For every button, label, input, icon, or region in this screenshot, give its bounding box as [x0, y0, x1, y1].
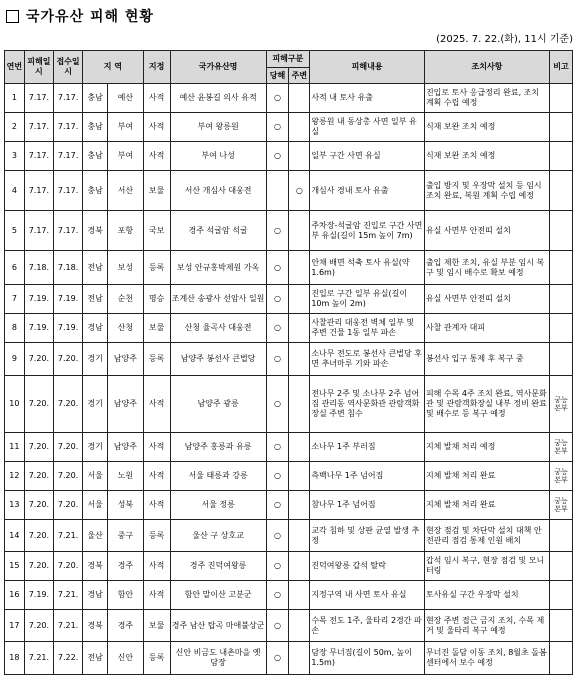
cell-surround [289, 142, 310, 171]
cell-heritage-name: 함안 말이산 고분군 [170, 581, 266, 610]
cell-content: 개심사 경내 토사 유출 [310, 171, 425, 211]
cell-heritage-name: 신안 비금도 내촌마을 옛 담장 [170, 642, 266, 675]
cell-surround [289, 552, 310, 581]
cell-report-date: 7.17. [53, 84, 82, 113]
cell-note: 궁능본부 [549, 462, 572, 491]
cell-whole: ○ [266, 211, 289, 251]
cell-region: 경기 [83, 433, 108, 462]
cell-designation: 사적 [143, 462, 170, 491]
cell-region: 충남 [83, 113, 108, 142]
cell-note [549, 642, 572, 675]
cell-no: 17 [5, 610, 25, 642]
cell-action: 지체 발채 처리 완료 [424, 462, 549, 491]
cell-whole: ○ [266, 552, 289, 581]
cell-surround [289, 581, 310, 610]
cell-damage-date: 7.17. [24, 211, 53, 251]
cell-content: 왕릉원 내 동상총 사면 일부 유실 [310, 113, 425, 142]
cell-region: 서울 [83, 491, 108, 520]
cell-district: 중구 [108, 520, 143, 552]
cell-damage-date: 7.17. [24, 113, 53, 142]
cell-note [549, 343, 572, 376]
table-row [5, 285, 573, 314]
cell-content: 담장 무너짐(길이 50m, 높이 1.5m) [310, 642, 425, 675]
cell-report-date: 7.21. [53, 581, 82, 610]
cell-heritage-name: 경주 석굴암 석굴 [170, 211, 266, 251]
cell-content: 참나무 1주 넘어짐 [310, 491, 425, 520]
page-title: 국가유산 피해 현황 [26, 9, 154, 25]
cell-heritage-name: 울산 구 상호교 [170, 520, 266, 552]
cell-action: 무너진 돌담 이동 조치, 8월초 돌봄센터에서 보수 예정 [424, 642, 549, 675]
cell-district: 서산 [108, 171, 143, 211]
cell-surround [289, 113, 310, 142]
cell-action: 유실 사면부 안전띠 설치 [424, 211, 549, 251]
cell-action: 출입 제한 조치, 유실 부분 임시 복구 및 임시 배수로 확보 예정 [424, 251, 549, 285]
cell-action: 현장 주변 접근 금지 조치, 수목 제거 및 울타리 복구 예정 [424, 610, 549, 642]
cell-whole: ○ [266, 285, 289, 314]
cell-surround [289, 251, 310, 285]
cell-district: 성북 [108, 491, 143, 520]
cell-report-date: 7.20. [53, 376, 82, 433]
cell-note: 궁능본부 [549, 376, 572, 433]
cell-heritage-name: 서울 정릉 [170, 491, 266, 520]
cell-designation: 등록 [143, 520, 170, 552]
cell-region: 전남 [83, 285, 108, 314]
cell-action: 사찰 관계자 대피 [424, 314, 549, 343]
cell-content: 진입로 구간 일부 유실(길이 10m 높이 2m) [310, 285, 425, 314]
cell-whole: ○ [266, 113, 289, 142]
header-note: 비고 [549, 51, 572, 84]
cell-no: 9 [5, 343, 25, 376]
cell-action: 지체 발채 처리 완료 [424, 491, 549, 520]
cell-note [549, 314, 572, 343]
cell-whole [266, 171, 289, 211]
cell-report-date: 7.20. [53, 343, 82, 376]
cell-whole: ○ [266, 462, 289, 491]
cell-note [549, 84, 572, 113]
cell-no: 11 [5, 433, 25, 462]
cell-heritage-name: 조계산 송광사 선암사 일원 [170, 285, 266, 314]
cell-district: 함안 [108, 581, 143, 610]
header-whole: 당해 [266, 68, 289, 84]
cell-region: 경북 [83, 211, 108, 251]
cell-no: 4 [5, 171, 25, 211]
table-row [5, 610, 573, 642]
cell-damage-date: 7.20. [24, 552, 53, 581]
cell-action: 진입로 토사 응급정리 완료, 조치 계획 수립 예정 [424, 84, 549, 113]
report-date: (2025. 7. 22.(화), 11시 기준) [436, 34, 573, 45]
cell-note [549, 251, 572, 285]
table-row [5, 251, 573, 285]
cell-note [549, 113, 572, 142]
cell-surround [289, 642, 310, 675]
cell-region: 충남 [83, 142, 108, 171]
cell-no: 18 [5, 642, 25, 675]
cell-content: 측백나무 1주 넘어짐 [310, 462, 425, 491]
cell-action: 피해 수목 4주 조치 완료, 역사문화관 및 관람객화장실 내부 정비 완료 및 배수로 등 복구 예정 [424, 376, 549, 433]
cell-heritage-name: 남양주 광릉 [170, 376, 266, 433]
table-row [5, 171, 573, 211]
cell-no: 12 [5, 462, 25, 491]
cell-designation: 보물 [143, 314, 170, 343]
header-report-date: 접수일시 [53, 51, 82, 84]
cell-district: 노원 [108, 462, 143, 491]
cell-damage-date: 7.20. [24, 433, 53, 462]
cell-whole: ○ [266, 642, 289, 675]
cell-designation: 사적 [143, 552, 170, 581]
cell-heritage-name: 부여 나성 [170, 142, 266, 171]
cell-district: 산청 [108, 314, 143, 343]
cell-district: 경주 [108, 552, 143, 581]
cell-report-date: 7.20. [53, 491, 82, 520]
cell-report-date: 7.18. [53, 251, 82, 285]
cell-damage-date: 7.17. [24, 171, 53, 211]
cell-note [549, 285, 572, 314]
cell-damage-date: 7.20. [24, 491, 53, 520]
cell-heritage-name: 남양주 봉선사 큰법당 [170, 343, 266, 376]
cell-note [549, 610, 572, 642]
cell-report-date: 7.21. [53, 520, 82, 552]
cell-district: 신안 [108, 642, 143, 675]
cell-damage-date: 7.19. [24, 581, 53, 610]
cell-whole: ○ [266, 343, 289, 376]
cell-damage-date: 7.18. [24, 251, 53, 285]
cell-action: 봉선사 입구 통제 후 복구 중 [424, 343, 549, 376]
cell-designation: 사적 [143, 433, 170, 462]
cell-action: 현장 점검 및 차단막 설치 대책 안전관리 점검 통제 인원 배치 [424, 520, 549, 552]
cell-no: 10 [5, 376, 25, 433]
cell-designation: 국보 [143, 211, 170, 251]
title-area [6, 6, 154, 26]
cell-designation: 등록 [143, 251, 170, 285]
cell-whole: ○ [266, 142, 289, 171]
table-row [5, 552, 573, 581]
table-row [5, 211, 573, 251]
cell-surround [289, 211, 310, 251]
cell-surround: ○ [289, 171, 310, 211]
cell-district: 남양주 [108, 433, 143, 462]
cell-action: 유실 사면부 안전띠 설치 [424, 285, 549, 314]
cell-damage-date: 7.20. [24, 610, 53, 642]
cell-designation: 등록 [143, 343, 170, 376]
cell-content: 진덕여왕릉 갑석 탈락 [310, 552, 425, 581]
cell-designation: 사적 [143, 84, 170, 113]
cell-heritage-name: 경주 진덕여왕릉 [170, 552, 266, 581]
cell-region: 전남 [83, 642, 108, 675]
cell-region: 전남 [83, 251, 108, 285]
cell-content: 지정구역 내 사면 토사 유실 [310, 581, 425, 610]
header-surround: 주변 [289, 68, 310, 84]
cell-note: 궁능본부 [549, 491, 572, 520]
cell-report-date: 7.19. [53, 285, 82, 314]
cell-whole: ○ [266, 433, 289, 462]
checkbox-icon [6, 10, 19, 23]
cell-region: 경남 [83, 581, 108, 610]
cell-content: 소나무 1주 부러짐 [310, 433, 425, 462]
cell-district: 포항 [108, 211, 143, 251]
table-row [5, 433, 573, 462]
cell-designation: 사적 [143, 113, 170, 142]
cell-no: 3 [5, 142, 25, 171]
header-action: 조치사항 [424, 51, 549, 84]
cell-report-date: 7.19. [53, 314, 82, 343]
table-row [5, 113, 573, 142]
cell-content: 주차장-석굴암 진입로 구간 사면부 유실(길이 15m 높이 7m) [310, 211, 425, 251]
cell-damage-date: 7.17. [24, 84, 53, 113]
table-row [5, 142, 573, 171]
cell-surround [289, 343, 310, 376]
cell-whole: ○ [266, 581, 289, 610]
cell-whole: ○ [266, 520, 289, 552]
cell-designation: 명승 [143, 285, 170, 314]
cell-whole: ○ [266, 251, 289, 285]
cell-content: 사찰관리 대웅전 벽체 일부 및 주변 건물 1동 일부 파손 [310, 314, 425, 343]
cell-district: 순천 [108, 285, 143, 314]
cell-district: 보성 [108, 251, 143, 285]
cell-surround [289, 285, 310, 314]
cell-designation: 보물 [143, 171, 170, 211]
cell-report-date: 7.17. [53, 171, 82, 211]
cell-surround [289, 433, 310, 462]
table-row [5, 84, 573, 113]
header-region: 지 역 [83, 51, 143, 84]
cell-region: 경남 [83, 314, 108, 343]
table-row [5, 314, 573, 343]
cell-damage-date: 7.20. [24, 376, 53, 433]
cell-content: 일부 구간 사면 유실 [310, 142, 425, 171]
cell-district: 예산 [108, 84, 143, 113]
cell-district: 경주 [108, 610, 143, 642]
cell-content: 사적 내 토사 유출 [310, 84, 425, 113]
cell-report-date: 7.17. [53, 113, 82, 142]
cell-whole: ○ [266, 376, 289, 433]
cell-region: 경기 [83, 376, 108, 433]
cell-heritage-name: 예산 윤봉길 의사 유적 [170, 84, 266, 113]
header-content: 피해내용 [310, 51, 425, 84]
cell-region: 경북 [83, 552, 108, 581]
table-row [5, 462, 573, 491]
cell-report-date: 7.20. [53, 433, 82, 462]
cell-content: 전나무 2주 및 소나무 2주 넘어짐 관리동 역사문화관 관람객화장실 주변 침수 [310, 376, 425, 433]
cell-district: 남양주 [108, 376, 143, 433]
cell-heritage-name: 경주 남산 탑곡 마애불상군 [170, 610, 266, 642]
cell-action: 갑석 임시 복구, 현장 점검 및 모니터링 [424, 552, 549, 581]
cell-damage-date: 7.20. [24, 343, 53, 376]
cell-heritage-name: 서산 개심사 대웅전 [170, 171, 266, 211]
table-row [5, 376, 573, 433]
table-row [5, 581, 573, 610]
cell-action: 식재 보완 조치 예정 [424, 113, 549, 142]
cell-note [549, 171, 572, 211]
cell-surround [289, 462, 310, 491]
cell-damage-date: 7.17. [24, 142, 53, 171]
cell-heritage-name: 서울 태릉과 강릉 [170, 462, 266, 491]
cell-district: 부여 [108, 113, 143, 142]
cell-surround [289, 84, 310, 113]
table-row [5, 520, 573, 552]
cell-action: 식재 보완 조치 예정 [424, 142, 549, 171]
cell-surround [289, 610, 310, 642]
cell-region: 서울 [83, 462, 108, 491]
cell-report-date: 7.17. [53, 211, 82, 251]
cell-no: 6 [5, 251, 25, 285]
cell-damage-date: 7.20. [24, 520, 53, 552]
cell-no: 16 [5, 581, 25, 610]
cell-whole: ○ [266, 314, 289, 343]
cell-note [549, 211, 572, 251]
cell-designation: 사적 [143, 142, 170, 171]
cell-report-date: 7.20. [53, 462, 82, 491]
cell-region: 충남 [83, 84, 108, 113]
cell-content: 안채 배면 석축 토사 유실(약 1.6m) [310, 251, 425, 285]
cell-surround [289, 376, 310, 433]
cell-no: 15 [5, 552, 25, 581]
cell-designation: 사적 [143, 491, 170, 520]
header-damage-type: 피해구분 [266, 51, 310, 68]
cell-heritage-name: 보성 안규홍박제원 가옥 [170, 251, 266, 285]
cell-surround [289, 520, 310, 552]
cell-no: 7 [5, 285, 25, 314]
cell-damage-date: 7.19. [24, 314, 53, 343]
cell-surround [289, 491, 310, 520]
cell-district: 남양주 [108, 343, 143, 376]
cell-content: 교각 침하 및 상판 균열 발생 추정 [310, 520, 425, 552]
cell-action: 토사유실 구간 우장막 설치 [424, 581, 549, 610]
cell-whole: ○ [266, 84, 289, 113]
cell-damage-date: 7.19. [24, 285, 53, 314]
cell-heritage-name: 산청 율곡사 대웅전 [170, 314, 266, 343]
cell-designation: 보물 [143, 610, 170, 642]
cell-no: 1 [5, 84, 25, 113]
cell-note: 궁능본부 [549, 433, 572, 462]
cell-designation: 사적 [143, 581, 170, 610]
cell-note [549, 552, 572, 581]
cell-whole: ○ [266, 610, 289, 642]
cell-region: 경기 [83, 343, 108, 376]
cell-designation: 사적 [143, 376, 170, 433]
cell-report-date: 7.21. [53, 610, 82, 642]
cell-heritage-name: 부여 왕릉원 [170, 113, 266, 142]
cell-no: 13 [5, 491, 25, 520]
cell-report-date: 7.17. [53, 142, 82, 171]
cell-region: 경북 [83, 610, 108, 642]
cell-no: 5 [5, 211, 25, 251]
cell-district: 부여 [108, 142, 143, 171]
cell-content: 수목 전도 1주, 울타리 2경간 파손 [310, 610, 425, 642]
cell-report-date: 7.20. [53, 552, 82, 581]
cell-damage-date: 7.20. [24, 462, 53, 491]
table-row [5, 642, 573, 675]
cell-damage-date: 7.21. [24, 642, 53, 675]
cell-content: 소나무 전도로 봉선사 큰법당 후면 추녀마루 기와 파손 [310, 343, 425, 376]
cell-note [549, 142, 572, 171]
cell-region: 울산 [83, 520, 108, 552]
cell-note [549, 520, 572, 552]
cell-heritage-name: 남양주 홍릉과 유릉 [170, 433, 266, 462]
cell-action: 출입 방지 및 우장막 설치 등 임시조치 완료, 복원 계획 수립 예정 [424, 171, 549, 211]
cell-region: 충남 [83, 171, 108, 211]
cell-action: 지체 발채 처리 예정 [424, 433, 549, 462]
cell-no: 14 [5, 520, 25, 552]
header-no: 연번 [5, 51, 25, 84]
cell-no: 8 [5, 314, 25, 343]
header-designation: 지정 [143, 51, 170, 84]
header-heritage-name: 국가유산명 [170, 51, 266, 84]
damage-table [4, 50, 573, 675]
table-row [5, 343, 573, 376]
cell-report-date: 7.22. [53, 642, 82, 675]
table-row [5, 491, 573, 520]
cell-designation: 등록 [143, 642, 170, 675]
header-damage-date: 피해일시 [24, 51, 53, 84]
cell-surround [289, 314, 310, 343]
cell-note [549, 581, 572, 610]
cell-whole: ○ [266, 491, 289, 520]
cell-no: 2 [5, 113, 25, 142]
